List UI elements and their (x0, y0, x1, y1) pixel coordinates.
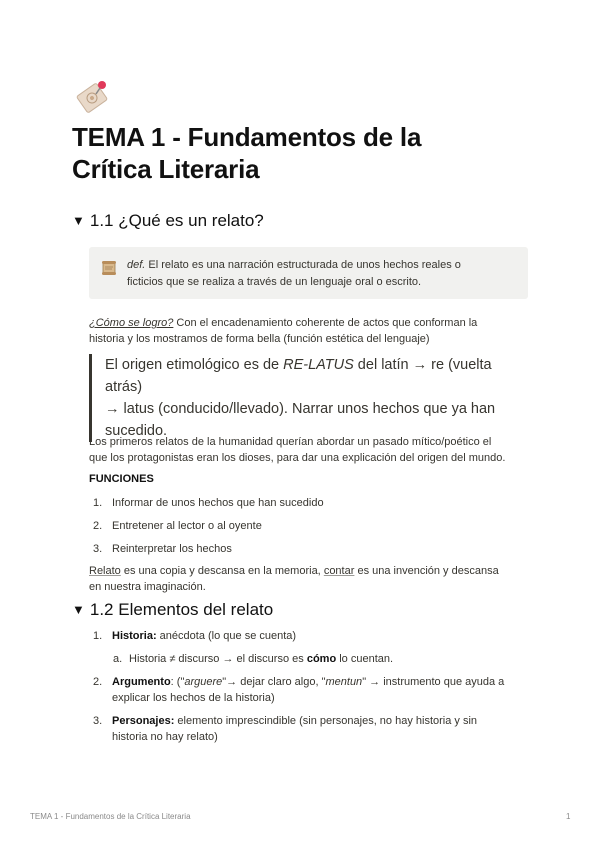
page-number: 1 (566, 812, 571, 821)
list-text-2: "→ dejar claro algo, " (222, 676, 326, 688)
term-historia: Historia: (112, 630, 157, 642)
primeros-line-1: Los primeros relatos de la humanidad querían abordar un pasado mítico/poético el (89, 436, 492, 448)
relato-text-2: es una invención y descansa (354, 565, 499, 577)
callout-line-1: El relato es una narración estructurada de unos hechos reales o (145, 259, 461, 271)
scroll-pin-icon (72, 76, 112, 116)
sub-text-post: lo cuentan. (336, 653, 394, 665)
list-line-2: historia no hay relato) (112, 731, 218, 743)
como-label: ¿Cómo se logro? (89, 317, 174, 329)
list-line-2: explicar los hechos de la historia) (112, 692, 275, 704)
toggle-heading-elementos-del-relato[interactable] (72, 599, 273, 621)
callout-prefix: def. (127, 259, 146, 271)
sub-text-pre: Historia ≠ discurso → el discurso es (129, 653, 307, 665)
como-paragraph (89, 315, 539, 347)
section-heading-label: 1.2 Elementos del relato (89, 600, 274, 619)
quote-part-2: del latín → re (vuelta atrás) (105, 357, 492, 395)
relato-paragraph (89, 563, 539, 595)
toggle-triangle-icon[interactable]: ▼ (72, 602, 85, 617)
primeros-paragraph (89, 434, 539, 466)
title-line-1: TEMA 1 - Fundamentos de la (72, 122, 422, 152)
term-personajes: Personajes: (112, 715, 175, 727)
list-number: 1. (93, 630, 103, 642)
section-heading-label: 1.1 ¿Qué es un relato? (89, 211, 264, 230)
relato-line-2: en nuestra imaginación. (89, 581, 206, 593)
page-title (72, 121, 542, 185)
list-text-3: " → instrumento que ayuda a (362, 676, 505, 688)
list-number: 3. (93, 543, 103, 555)
etymology-quote (89, 354, 528, 442)
contar-word: contar (323, 565, 355, 577)
term-argumento: Argumento (112, 676, 171, 688)
latin-arguere: arguere (184, 676, 223, 688)
quote-part-1: El origen etimológico es de (105, 357, 284, 373)
title-line-2: Crítica Literaria (72, 154, 260, 184)
relato-text-1: es una copia y descansa en la memoria, (120, 565, 324, 577)
list-number: 1. (93, 497, 103, 509)
list-text: Informar de unos hechos que han sucedido (112, 497, 324, 509)
scroll-icon (100, 259, 118, 277)
funciones-heading: FUNCIONES (89, 473, 154, 485)
quote-line-3: sucedido. (105, 423, 168, 439)
list-text: : (" (170, 676, 185, 688)
footer-title: TEMA 1 - Fundamentos de la Crítica Literaria (30, 812, 191, 821)
list-text: elemento imprescindible (sin personajes, no hay historia y sin (174, 715, 478, 727)
como-line-1: Con el encadenamiento coherente de actos que conforman la (173, 317, 478, 329)
list-text: Reinterpretar los hechos (112, 543, 232, 555)
list-letter: a. (113, 653, 123, 665)
list-text: Entretener al lector o al oyente (112, 520, 262, 532)
callout-line-2: ficticios que se realiza a través de un lenguaje oral o escrito. (127, 276, 422, 288)
toggle-heading-que-es-un-relato[interactable] (72, 210, 264, 232)
term-como: cómo (306, 653, 337, 665)
list-text: anécdota (lo que se cuenta) (156, 630, 297, 642)
primeros-line-2: que los protagonistas eran los dioses, para dar una explicación del origen del mundo. (89, 452, 506, 464)
latin-mentun: mentun (325, 676, 363, 688)
quote-latin-term: RE-LATUS (283, 357, 354, 373)
relato-word: Relato (89, 565, 121, 577)
list-number: 3. (93, 715, 103, 727)
definition-callout (89, 247, 528, 299)
list-number: 2. (93, 676, 103, 688)
list-number: 2. (93, 520, 103, 532)
como-line-2: historia y los mostramos de forma bella (función estética del lenguaje) (89, 333, 430, 345)
quote-line-2: → latus (conducido/llevado). Narrar unos hechos que ya han (105, 401, 496, 417)
toggle-triangle-icon[interactable]: ▼ (72, 213, 85, 228)
